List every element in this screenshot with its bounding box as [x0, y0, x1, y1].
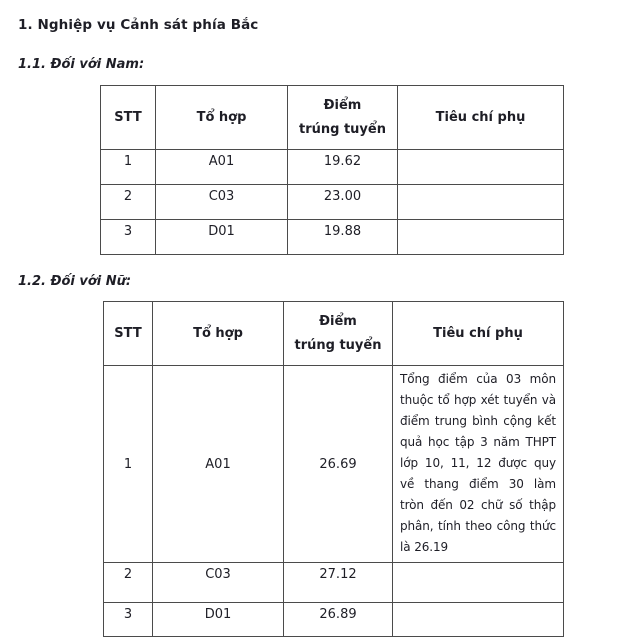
cell-diem: 26.69: [284, 366, 393, 563]
column-header-diem-line2: trúng tuyển: [294, 338, 382, 353]
cell-to-hop: A01: [156, 150, 288, 185]
section-nu-heading: 1.2. Đối với Nữ:: [18, 274, 132, 289]
table-row: [104, 563, 564, 603]
table-row: [101, 185, 564, 220]
section-nam-heading: 1.1. Đối với Nam:: [18, 57, 145, 72]
cell-to-hop: C03: [156, 185, 288, 220]
column-header-tieu-chi-phu: Tiêu chí phụ: [398, 86, 564, 150]
cell-stt: 2: [104, 563, 153, 603]
cell-stt: 2: [101, 185, 156, 220]
column-header-to-hop: Tổ hợp: [153, 302, 284, 366]
table-row: [101, 150, 564, 185]
column-header-stt: STT: [104, 302, 153, 366]
cell-diem: 23.00: [288, 185, 398, 220]
cell-diem: 27.12: [284, 563, 393, 603]
column-header-diem-line2: trúng tuyển: [299, 122, 386, 137]
table-header-row: [104, 302, 564, 366]
column-header-diem-trung-tuyen: [288, 86, 398, 150]
cell-to-hop: D01: [153, 603, 284, 637]
table-header-row: [101, 86, 564, 150]
cell-stt: 1: [101, 150, 156, 185]
cell-tieu-chi-phu: [398, 185, 564, 220]
cell-stt: 1: [104, 366, 153, 563]
table-row: [104, 366, 564, 563]
score-table-nu: [103, 301, 564, 637]
cell-tieu-chi-phu: [393, 603, 564, 637]
column-header-stt: STT: [101, 86, 156, 150]
column-header-tieu-chi-phu: Tiêu chí phụ: [393, 302, 564, 366]
column-header-diem-trung-tuyen: [284, 302, 393, 366]
cell-to-hop: C03: [153, 563, 284, 603]
cell-stt: 3: [104, 603, 153, 637]
cell-to-hop: D01: [156, 220, 288, 255]
table-row: [101, 220, 564, 255]
document-title: 1. Nghiệp vụ Cảnh sát phía Bắc: [18, 17, 259, 33]
cell-diem: 19.88: [288, 220, 398, 255]
column-header-diem-line1: Điểm: [323, 98, 362, 113]
cell-diem: 19.62: [288, 150, 398, 185]
cell-tieu-chi-phu: [398, 220, 564, 255]
cell-tieu-chi-phu: [393, 563, 564, 603]
column-header-diem-line1: Điểm: [319, 314, 357, 329]
cell-diem: 26.89: [284, 603, 393, 637]
table-row: [104, 603, 564, 637]
document-page: [0, 17, 620, 637]
cell-tieu-chi-phu: Tổng điểm của 03 môn thuộc tổ hợp xét tuyển và điểm trung bình cộng kết quả học tập 3 năm THPT lớp 10, 11, 12 được quy về thang điểm 30 làm tròn đến 02 chữ số thập phân, tính theo công thức là 26.19: [393, 366, 564, 563]
cell-tieu-chi-phu: [398, 150, 564, 185]
column-header-to-hop: Tổ hợp: [156, 86, 288, 150]
cell-stt: 3: [101, 220, 156, 255]
score-table-nam: [100, 85, 564, 255]
cell-to-hop: A01: [153, 366, 284, 563]
